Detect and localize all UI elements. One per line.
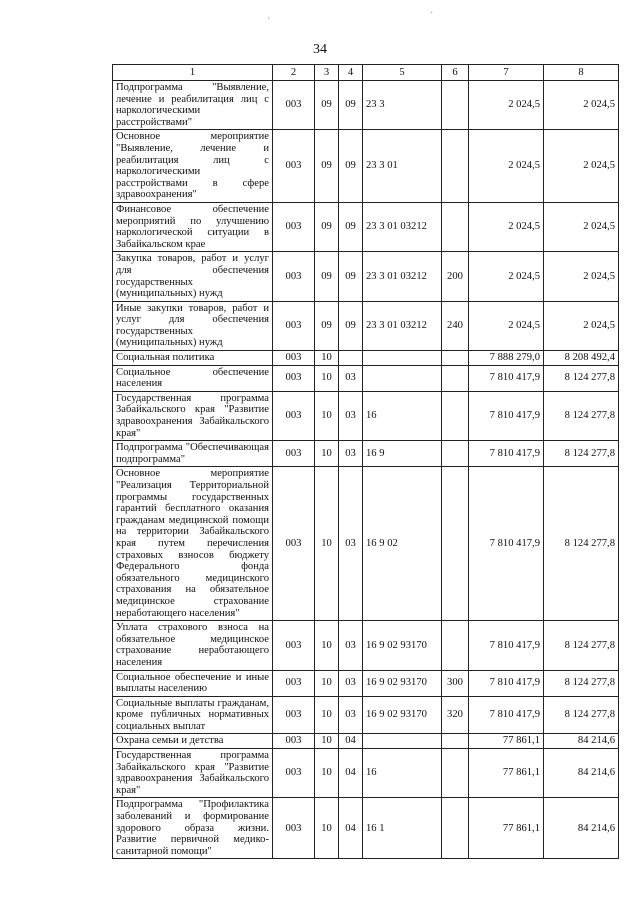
subsection-cell: 03 [339, 391, 363, 440]
admin-code-cell: 003 [273, 202, 315, 251]
row-name-cell: Социальное обеспечение и иные выплаты населению [113, 670, 273, 696]
row-name-cell: Основное мероприятие "Реализация Территориальной программы государственных гарантий бесплатного оказания гражданам медицинской помощи на территории Забайкальского края путем перечисления страховых взносов бюджету Федерального фонда обязательного медицинского страхования на обязательное медицинское страхование неработающего населения" [113, 467, 273, 621]
row-name-cell: Охрана семьи и детства [113, 734, 273, 749]
section-cell: 10 [315, 734, 339, 749]
amount-year1-cell: 7 810 417,9 [469, 621, 544, 670]
section-cell: 09 [315, 81, 339, 130]
row-name-cell: Подпрограмма "Выявление, лечение и реабилитация лиц с наркологическими расстройствами" [113, 81, 273, 130]
expense-type-cell [442, 441, 469, 467]
subsection-cell: 09 [339, 252, 363, 301]
amount-year1-cell: 2 024,5 [469, 301, 544, 350]
section-cell: 10 [315, 365, 339, 391]
row-name-cell: Государственная программа Забайкальского края "Развитие здравоохранения Забайкальского края" [113, 391, 273, 440]
table-row [113, 734, 619, 749]
expense-type-cell: 300 [442, 670, 469, 696]
subsection-cell: 03 [339, 467, 363, 621]
subsection-cell: 09 [339, 81, 363, 130]
amount-year2-cell: 8 124 277,8 [544, 391, 619, 440]
expense-type-cell [442, 734, 469, 749]
amount-year2-cell: 84 214,6 [544, 749, 619, 798]
table-row [113, 351, 619, 366]
expense-type-cell: 240 [442, 301, 469, 350]
row-name-cell: Иные закупки товаров, работ и услуг для обеспечения государственных (муниципальных) нужд [113, 301, 273, 350]
expense-type-cell [442, 749, 469, 798]
admin-code-cell: 003 [273, 365, 315, 391]
target-article-cell: 16 9 [363, 441, 442, 467]
target-article-cell: 23 3 01 03212 [363, 252, 442, 301]
target-article-cell: 16 9 02 [363, 467, 442, 621]
table-row [113, 81, 619, 130]
section-cell: 10 [315, 670, 339, 696]
admin-code-cell: 003 [273, 798, 315, 859]
subsection-cell: 09 [339, 301, 363, 350]
amount-year2-cell: 8 124 277,8 [544, 467, 619, 621]
row-name-cell: Основное мероприятие "Выявление, лечение и реабилитация лиц с наркологическими расстройствами в сфере здравоохранения" [113, 130, 273, 203]
subsection-cell: 04 [339, 734, 363, 749]
table-row [113, 696, 619, 734]
row-name-cell: Подпрограмма "Профилактика заболеваний и формирование здорового образа жизни. Развитие первичной медико-санитарной помощи" [113, 798, 273, 859]
target-article-cell: 23 3 [363, 81, 442, 130]
target-article-cell: 23 3 01 03212 [363, 301, 442, 350]
column-header: 1 [113, 65, 273, 81]
amount-year1-cell: 2 024,5 [469, 130, 544, 203]
admin-code-cell: 003 [273, 130, 315, 203]
expense-type-cell [442, 130, 469, 203]
amount-year1-cell: 7 810 417,9 [469, 365, 544, 391]
subsection-cell: 09 [339, 130, 363, 203]
header-row [113, 65, 619, 81]
expense-type-cell: 320 [442, 696, 469, 734]
target-article-cell: 16 9 02 93170 [363, 696, 442, 734]
section-cell: 10 [315, 441, 339, 467]
section-cell: 10 [315, 621, 339, 670]
target-article-cell: 16 1 [363, 798, 442, 859]
page-number: 34 [313, 42, 327, 57]
row-name-cell: Финансовое обеспечение мероприятий по улучшению наркологической ситуации в Забайкальском крае [113, 202, 273, 251]
admin-code-cell: 003 [273, 467, 315, 621]
subsection-cell: 03 [339, 696, 363, 734]
target-article-cell: 16 [363, 391, 442, 440]
row-name-cell: Закупка товаров, работ и услуг для обеспечения государственных (муниципальных) нужд [113, 252, 273, 301]
table-row [113, 301, 619, 350]
expense-type-cell: 200 [442, 252, 469, 301]
section-cell: 09 [315, 252, 339, 301]
section-cell: 10 [315, 351, 339, 366]
subsection-cell: 03 [339, 441, 363, 467]
column-header: 8 [544, 65, 619, 81]
table-row [113, 130, 619, 203]
subsection-cell [339, 351, 363, 366]
amount-year1-cell: 7 888 279,0 [469, 351, 544, 366]
target-article-cell [363, 351, 442, 366]
row-name-cell: Подпрограмма "Обеспечивающая подпрограмма" [113, 441, 273, 467]
amount-year2-cell: 2 024,5 [544, 130, 619, 203]
subsection-cell: 04 [339, 798, 363, 859]
expense-type-cell [442, 365, 469, 391]
amount-year2-cell: 8 124 277,8 [544, 670, 619, 696]
row-name-cell: Социальная политика [113, 351, 273, 366]
expense-type-cell [442, 391, 469, 440]
table-row [113, 441, 619, 467]
target-article-cell: 23 3 01 [363, 130, 442, 203]
budget-table [112, 64, 619, 859]
target-article-cell: 23 3 01 03212 [363, 202, 442, 251]
admin-code-cell: 003 [273, 441, 315, 467]
amount-year2-cell: 2 024,5 [544, 81, 619, 130]
table-row [113, 365, 619, 391]
amount-year2-cell: 8 124 277,8 [544, 365, 619, 391]
table-row [113, 670, 619, 696]
column-header: 4 [339, 65, 363, 81]
section-cell: 10 [315, 749, 339, 798]
amount-year2-cell: 8 124 277,8 [544, 621, 619, 670]
target-article-cell: 16 [363, 749, 442, 798]
amount-year2-cell: 84 214,6 [544, 734, 619, 749]
table-row [113, 202, 619, 251]
expense-type-cell [442, 798, 469, 859]
amount-year1-cell: 2 024,5 [469, 202, 544, 251]
table-row [113, 391, 619, 440]
expense-type-cell [442, 81, 469, 130]
column-header: 5 [363, 65, 442, 81]
row-name-cell: Социальное обеспечение населения [113, 365, 273, 391]
amount-year2-cell: 84 214,6 [544, 798, 619, 859]
amount-year1-cell: 7 810 417,9 [469, 670, 544, 696]
admin-code-cell: 003 [273, 252, 315, 301]
amount-year1-cell: 77 861,1 [469, 798, 544, 859]
table-row [113, 798, 619, 859]
column-header: 3 [315, 65, 339, 81]
amount-year2-cell: 2 024,5 [544, 252, 619, 301]
amount-year1-cell: 7 810 417,9 [469, 391, 544, 440]
admin-code-cell: 003 [273, 749, 315, 798]
column-header: 6 [442, 65, 469, 81]
row-name-cell: Уплата страхового взноса на обязательное медицинское страхование неработающего населения [113, 621, 273, 670]
amount-year2-cell: 2 024,5 [544, 202, 619, 251]
amount-year1-cell: 77 861,1 [469, 734, 544, 749]
section-cell: 10 [315, 467, 339, 621]
amount-year2-cell: 8 124 277,8 [544, 441, 619, 467]
admin-code-cell: 003 [273, 351, 315, 366]
section-cell: 09 [315, 130, 339, 203]
admin-code-cell: 003 [273, 621, 315, 670]
column-header: 2 [273, 65, 315, 81]
admin-code-cell: 003 [273, 696, 315, 734]
expense-type-cell [442, 202, 469, 251]
subsection-cell: 03 [339, 621, 363, 670]
amount-year1-cell: 77 861,1 [469, 749, 544, 798]
amount-year1-cell: 2 024,5 [469, 252, 544, 301]
target-article-cell: 16 9 02 93170 [363, 621, 442, 670]
section-cell: 09 [315, 202, 339, 251]
expense-type-cell [442, 351, 469, 366]
amount-year1-cell: 2 024,5 [469, 81, 544, 130]
target-article-cell [363, 734, 442, 749]
amount-year2-cell: 8 208 492,4 [544, 351, 619, 366]
subsection-cell: 03 [339, 365, 363, 391]
admin-code-cell: 003 [273, 301, 315, 350]
amount-year1-cell: 7 810 417,9 [469, 441, 544, 467]
scan-speck: ' [268, 16, 270, 27]
scan-speck: · [430, 8, 434, 19]
table-row [113, 467, 619, 621]
admin-code-cell: 003 [273, 391, 315, 440]
row-name-cell: Государственная программа Забайкальского края "Развитие здравоохранения Забайкальского края" [113, 749, 273, 798]
table-row [113, 252, 619, 301]
target-article-cell [363, 365, 442, 391]
amount-year2-cell: 8 124 277,8 [544, 696, 619, 734]
column-header: 7 [469, 65, 544, 81]
admin-code-cell: 003 [273, 670, 315, 696]
subsection-cell: 03 [339, 670, 363, 696]
section-cell: 09 [315, 301, 339, 350]
amount-year2-cell: 2 024,5 [544, 301, 619, 350]
section-cell: 10 [315, 391, 339, 440]
target-article-cell: 16 9 02 93170 [363, 670, 442, 696]
admin-code-cell: 003 [273, 81, 315, 130]
subsection-cell: 09 [339, 202, 363, 251]
table-row [113, 621, 619, 670]
expense-type-cell [442, 621, 469, 670]
table-row [113, 749, 619, 798]
section-cell: 10 [315, 798, 339, 859]
expense-type-cell [442, 467, 469, 621]
amount-year1-cell: 7 810 417,9 [469, 696, 544, 734]
amount-year1-cell: 7 810 417,9 [469, 467, 544, 621]
section-cell: 10 [315, 696, 339, 734]
row-name-cell: Социальные выплаты гражданам, кроме публичных нормативных социальных выплат [113, 696, 273, 734]
subsection-cell: 04 [339, 749, 363, 798]
admin-code-cell: 003 [273, 734, 315, 749]
